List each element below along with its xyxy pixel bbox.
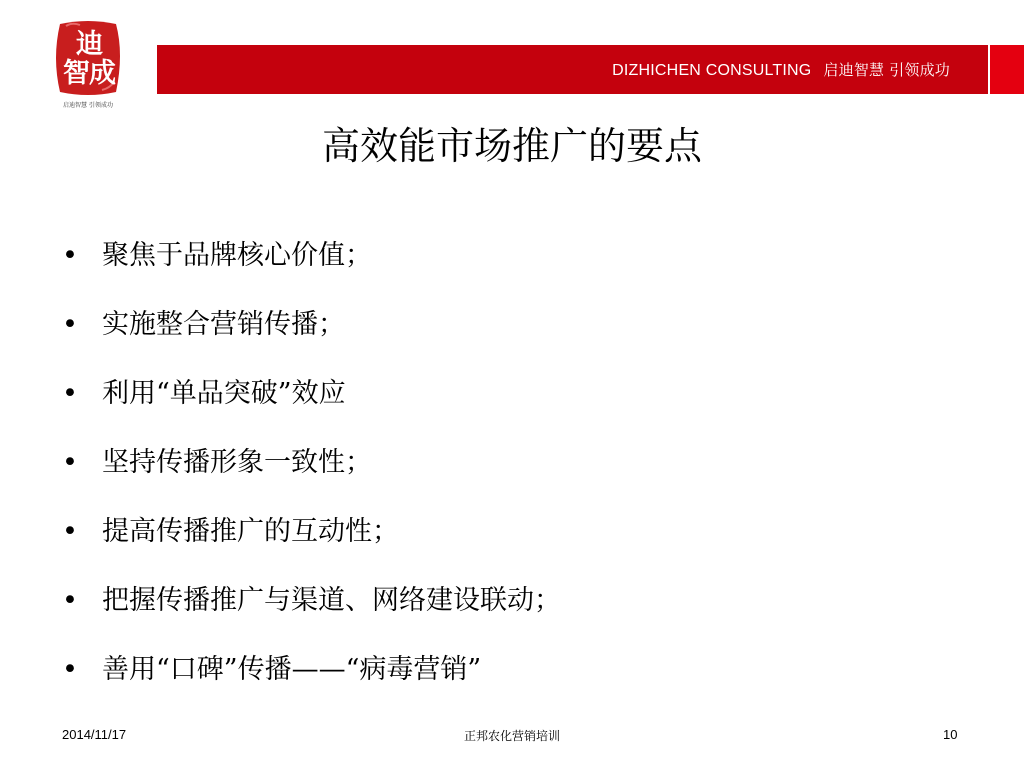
bullet-text: 提高传播推广的互动性； bbox=[102, 516, 399, 547]
bullet-icon: • bbox=[62, 654, 78, 685]
list-item bbox=[62, 232, 561, 301]
footer-title: 正邦农化营销培训 bbox=[463, 729, 560, 743]
banner-accent-block bbox=[988, 45, 1024, 94]
list-item bbox=[62, 370, 561, 439]
logo-slogan: 启迪智慧 引领成功 bbox=[63, 102, 113, 109]
bullet-text: 聚焦于品牌核心价值； bbox=[102, 240, 372, 271]
header-banner bbox=[157, 45, 988, 94]
banner-slogan: 启迪智慧 引领成功 bbox=[823, 61, 950, 79]
list-item bbox=[62, 646, 561, 715]
page-number: 10 bbox=[943, 727, 958, 742]
bullet-icon: • bbox=[62, 585, 78, 616]
company-name: DIZHICHEN CONSULTING bbox=[612, 62, 812, 79]
bullet-icon: • bbox=[62, 240, 78, 271]
slide-title: 高效能市场推广的要点 bbox=[321, 124, 702, 168]
bullet-icon: • bbox=[62, 309, 78, 340]
bullet-icon: • bbox=[62, 516, 78, 547]
bullet-icon: • bbox=[62, 378, 78, 409]
bullet-text: 把握传播推广与渠道、网络建设联动； bbox=[102, 585, 561, 616]
company-logo bbox=[52, 18, 124, 110]
footer-date: 2014/11/17 bbox=[62, 727, 127, 742]
bullet-text: 利用“单品突破”效应 bbox=[102, 378, 346, 409]
logo-lettering: 迪 智成 bbox=[63, 29, 115, 89]
list-item bbox=[62, 301, 561, 370]
bullet-text: 坚持传播形象一致性； bbox=[102, 447, 372, 478]
bullet-icon: • bbox=[62, 447, 78, 478]
list-item bbox=[62, 439, 561, 508]
bullet-list bbox=[62, 232, 561, 715]
list-item bbox=[62, 577, 561, 646]
banner-text bbox=[612, 59, 950, 80]
bullet-text: 善用“口碑”传播——“病毒营销” bbox=[102, 654, 482, 685]
list-item bbox=[62, 508, 561, 577]
bullet-text: 实施整合营销传播； bbox=[102, 309, 345, 340]
